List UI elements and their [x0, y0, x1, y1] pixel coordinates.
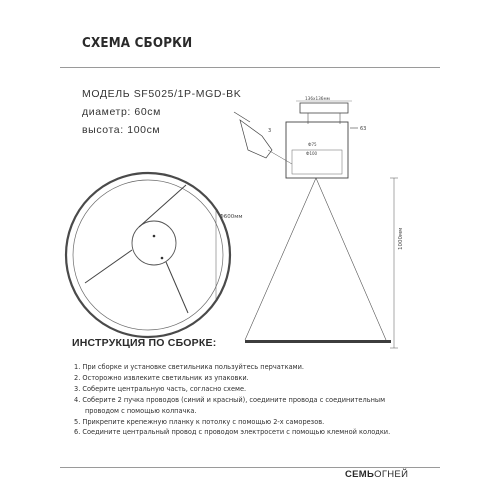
instruction-step-continued: проводом с помощью колпачка.: [85, 406, 197, 415]
instruction-step: 5. Прикрепите крепежную планку к потолку с помощью 2-х саморезов.: [74, 417, 325, 426]
canopy-dim-b: Ф100: [306, 151, 318, 156]
top-dim-label: 136х136мм: [305, 96, 330, 101]
screw-count-label: 3: [268, 128, 272, 134]
ring-side: [245, 340, 391, 343]
ring-top-view: [66, 173, 243, 337]
instruction-step: 1. При сборке и установке светильника пользуйтесь перчатками.: [74, 363, 304, 371]
brand-bold: СЕМЬ: [345, 469, 375, 480]
instruction-step: 3. Соберите центральную часть, согласно схеме.: [74, 384, 247, 393]
side-view: [234, 96, 404, 348]
canopy-dim-a: Ф75: [308, 142, 317, 147]
footer-divider: [60, 467, 440, 468]
inner-ring: [73, 180, 223, 330]
page-title: СХЕМА СБОРКИ: [82, 36, 193, 51]
instructions-list: [74, 362, 434, 438]
spoke-3: [166, 262, 188, 313]
height-dim-label: 1000мм: [398, 227, 404, 250]
model-label: МОДЕЛЬ SF5025/1P-MGD-BK: [82, 88, 242, 100]
instructions-title: ИНСТРУКЦИЯ ПО СБОРКЕ:: [72, 337, 217, 349]
outer-ring: [66, 173, 230, 337]
brand-logo: [345, 469, 408, 480]
mounting-plate: [300, 103, 348, 113]
center-disc: [132, 221, 176, 265]
diameter-label: диаметр: 60см: [82, 106, 161, 118]
cable-right: [316, 178, 386, 340]
diameter-dim-label: Ф600мм: [219, 214, 243, 220]
screwdriver: [234, 112, 250, 122]
spoke-1: [139, 185, 186, 227]
side-dim-label: 63: [360, 126, 367, 132]
instruction-step: 4. Соберите 2 пучка проводов (синий и красный), соедините провода с соединительным: [74, 395, 386, 404]
hub-dot-2: [161, 257, 164, 260]
wire-connector: [240, 120, 272, 158]
spoke-2: [85, 250, 132, 283]
cable-left: [245, 178, 316, 340]
height-label: высота: 100см: [82, 124, 161, 136]
instruction-step: 6. Соедините центральный провод с проводом электросети с помощью клемной колодки.: [74, 428, 391, 437]
instruction-step: 2. Осторожно извлеките светильник из упаковки.: [74, 373, 249, 382]
brand-rest: ОГНЕЙ: [374, 469, 409, 480]
wire-lead: [268, 150, 292, 164]
hub-dot-1: [153, 235, 156, 238]
